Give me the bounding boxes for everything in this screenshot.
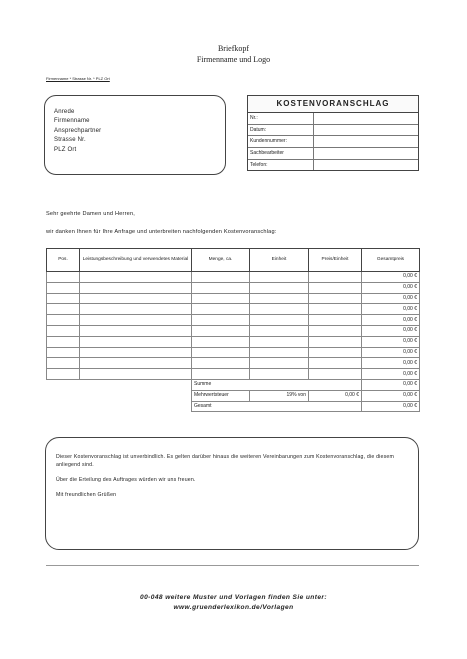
col-header-pos: Pos. [47, 249, 80, 272]
sum-value: 0,00 € [362, 379, 420, 390]
cell[interactable] [192, 282, 250, 293]
cell[interactable] [309, 336, 362, 347]
cell[interactable] [192, 293, 250, 304]
notes-paragraph: Über die Erteilung des Auftrages würden wir uns freuen. [56, 477, 196, 483]
address-line: Ansprechpartner [54, 127, 102, 134]
empty-cell [47, 401, 80, 412]
cell[interactable] [80, 315, 192, 326]
col-header-unit-price: Preis/Einheit [309, 249, 362, 272]
empty-cell [80, 401, 192, 412]
quote-field-value[interactable] [314, 160, 418, 171]
total-row [47, 401, 420, 412]
vat-row [47, 390, 420, 401]
row-total: 0,00 € [362, 293, 420, 304]
cell[interactable] [250, 369, 309, 380]
table-row [47, 315, 420, 326]
row-total: 0,00 € [362, 347, 420, 358]
quote-field-value[interactable] [314, 136, 418, 147]
recipient-address-box [44, 95, 226, 175]
quote-field-row [248, 136, 418, 148]
col-header-unit: Einheit [250, 249, 309, 272]
row-total: 0,00 € [362, 304, 420, 315]
sum-row [47, 379, 420, 390]
cell[interactable] [47, 282, 80, 293]
cell[interactable] [250, 325, 309, 336]
table-header-row [47, 249, 420, 272]
cell[interactable] [47, 272, 80, 283]
cell[interactable] [309, 325, 362, 336]
quote-field-label: Kundennummer: [248, 136, 314, 147]
cell[interactable] [80, 358, 192, 369]
col-header-quantity: Menge, ca. [192, 249, 250, 272]
cell[interactable] [309, 347, 362, 358]
table-row [47, 369, 420, 380]
table-row [47, 293, 420, 304]
quote-title: KOSTENVORANSCHLAG [248, 96, 418, 113]
quote-field-value[interactable] [314, 113, 418, 124]
cell[interactable] [250, 347, 309, 358]
cell[interactable] [250, 315, 309, 326]
cell[interactable] [47, 347, 80, 358]
quote-field-row [248, 148, 418, 160]
empty-cell [47, 390, 80, 401]
vat-label: Mehrwertsteuer [192, 390, 250, 401]
empty-cell [80, 390, 192, 401]
row-total: 0,00 € [362, 272, 420, 283]
address-line: Strasse Nr. [54, 137, 86, 144]
letterhead-title: Briefkopf [217, 44, 250, 53]
cell[interactable] [47, 325, 80, 336]
table-row [47, 325, 420, 336]
empty-cell [47, 379, 80, 390]
notes-paragraph: Dieser Kostenvoranschlag ist unverbindlich. Es gelten darüber hinaus die weiteren Vereinbarungen zum Kostenvoranschlag, die diesem anliegend sind. [56, 454, 395, 468]
cell[interactable] [192, 315, 250, 326]
cell[interactable] [80, 293, 192, 304]
cell[interactable] [250, 304, 309, 315]
cell[interactable] [192, 369, 250, 380]
cell[interactable] [47, 369, 80, 380]
cell[interactable] [47, 304, 80, 315]
quote-field-row [248, 160, 418, 171]
vat-value: 0,00 € [362, 390, 420, 401]
cell[interactable] [80, 304, 192, 315]
salutation: Sehr geehrte Damen und Herren, [46, 211, 136, 217]
footer-divider [46, 565, 419, 566]
cell[interactable] [80, 325, 192, 336]
cell[interactable] [250, 293, 309, 304]
col-header-total: Gesamtpreis [362, 249, 420, 272]
row-total: 0,00 € [362, 315, 420, 326]
footer-text: 00-048 weitere Muster und Vorlagen finden Sie unter: [140, 594, 327, 601]
row-total: 0,00 € [362, 282, 420, 293]
cell[interactable] [192, 325, 250, 336]
quote-field-label: Sachbearbeiter [248, 148, 314, 159]
cell[interactable] [80, 282, 192, 293]
items-table [46, 248, 420, 412]
quote-field-row [248, 113, 418, 125]
total-label: Gesamt [192, 401, 362, 412]
notes-box [45, 437, 419, 550]
cell[interactable] [250, 272, 309, 283]
cell[interactable] [309, 369, 362, 380]
cell[interactable] [309, 282, 362, 293]
quote-field-label: Datum: [248, 125, 314, 136]
cell[interactable] [80, 272, 192, 283]
table-row [47, 358, 420, 369]
table-row [47, 282, 420, 293]
footer-link[interactable]: www.gruenderlexikon.de/Vorlagen [173, 604, 294, 611]
sum-label: Summe [192, 379, 362, 390]
letterhead-subtitle: Firmenname und Logo [196, 55, 271, 64]
col-header-description: Leistungsbeschreibung und verwendetes Material [80, 249, 192, 272]
cell[interactable] [47, 336, 80, 347]
quote-field-label: Nr.: [248, 113, 314, 124]
cell[interactable] [80, 336, 192, 347]
cell[interactable] [192, 336, 250, 347]
row-total: 0,00 € [362, 336, 420, 347]
quote-field-label: Telefon: [248, 160, 314, 171]
quote-field-value[interactable] [314, 148, 418, 159]
cell[interactable] [192, 304, 250, 315]
vat-base: 0,00 € [309, 390, 362, 401]
address-line: Firmenname [54, 118, 90, 125]
cell[interactable] [80, 347, 192, 358]
intro-text: wir danken Ihnen für Ihre Anfrage und unterbreiten nachfolgenden Kostenvoranschlag: [46, 229, 277, 235]
cell[interactable] [192, 272, 250, 283]
cell[interactable] [192, 347, 250, 358]
address-line: Anrede [54, 109, 75, 115]
cell[interactable] [192, 358, 250, 369]
table-row [47, 336, 420, 347]
cell[interactable] [47, 358, 80, 369]
cell[interactable] [250, 358, 309, 369]
cell[interactable] [309, 315, 362, 326]
cell[interactable] [309, 293, 362, 304]
cell[interactable] [47, 315, 80, 326]
cell[interactable] [250, 282, 309, 293]
row-total: 0,00 € [362, 358, 420, 369]
quote-field-value[interactable] [314, 125, 418, 136]
table-row [47, 304, 420, 315]
closing-text: Mit freundlichen Grüßen [56, 492, 117, 498]
table-row [47, 347, 420, 358]
row-total: 0,00 € [362, 325, 420, 336]
quote-field-row [248, 125, 418, 137]
cell[interactable] [80, 369, 192, 380]
total-value: 0,00 € [362, 401, 420, 412]
sender-line: Firmenname * Strasse Nr. * PLZ Ort [46, 76, 110, 81]
cell[interactable] [250, 336, 309, 347]
table-row [47, 272, 420, 283]
vat-rate: 19% von [250, 390, 309, 401]
empty-cell [80, 379, 192, 390]
cell[interactable] [309, 358, 362, 369]
quote-info-box [247, 95, 419, 171]
cell[interactable] [309, 272, 362, 283]
row-total: 0,00 € [362, 369, 420, 380]
cell[interactable] [47, 293, 80, 304]
address-line: PLZ Ort [54, 146, 77, 153]
cell[interactable] [309, 304, 362, 315]
